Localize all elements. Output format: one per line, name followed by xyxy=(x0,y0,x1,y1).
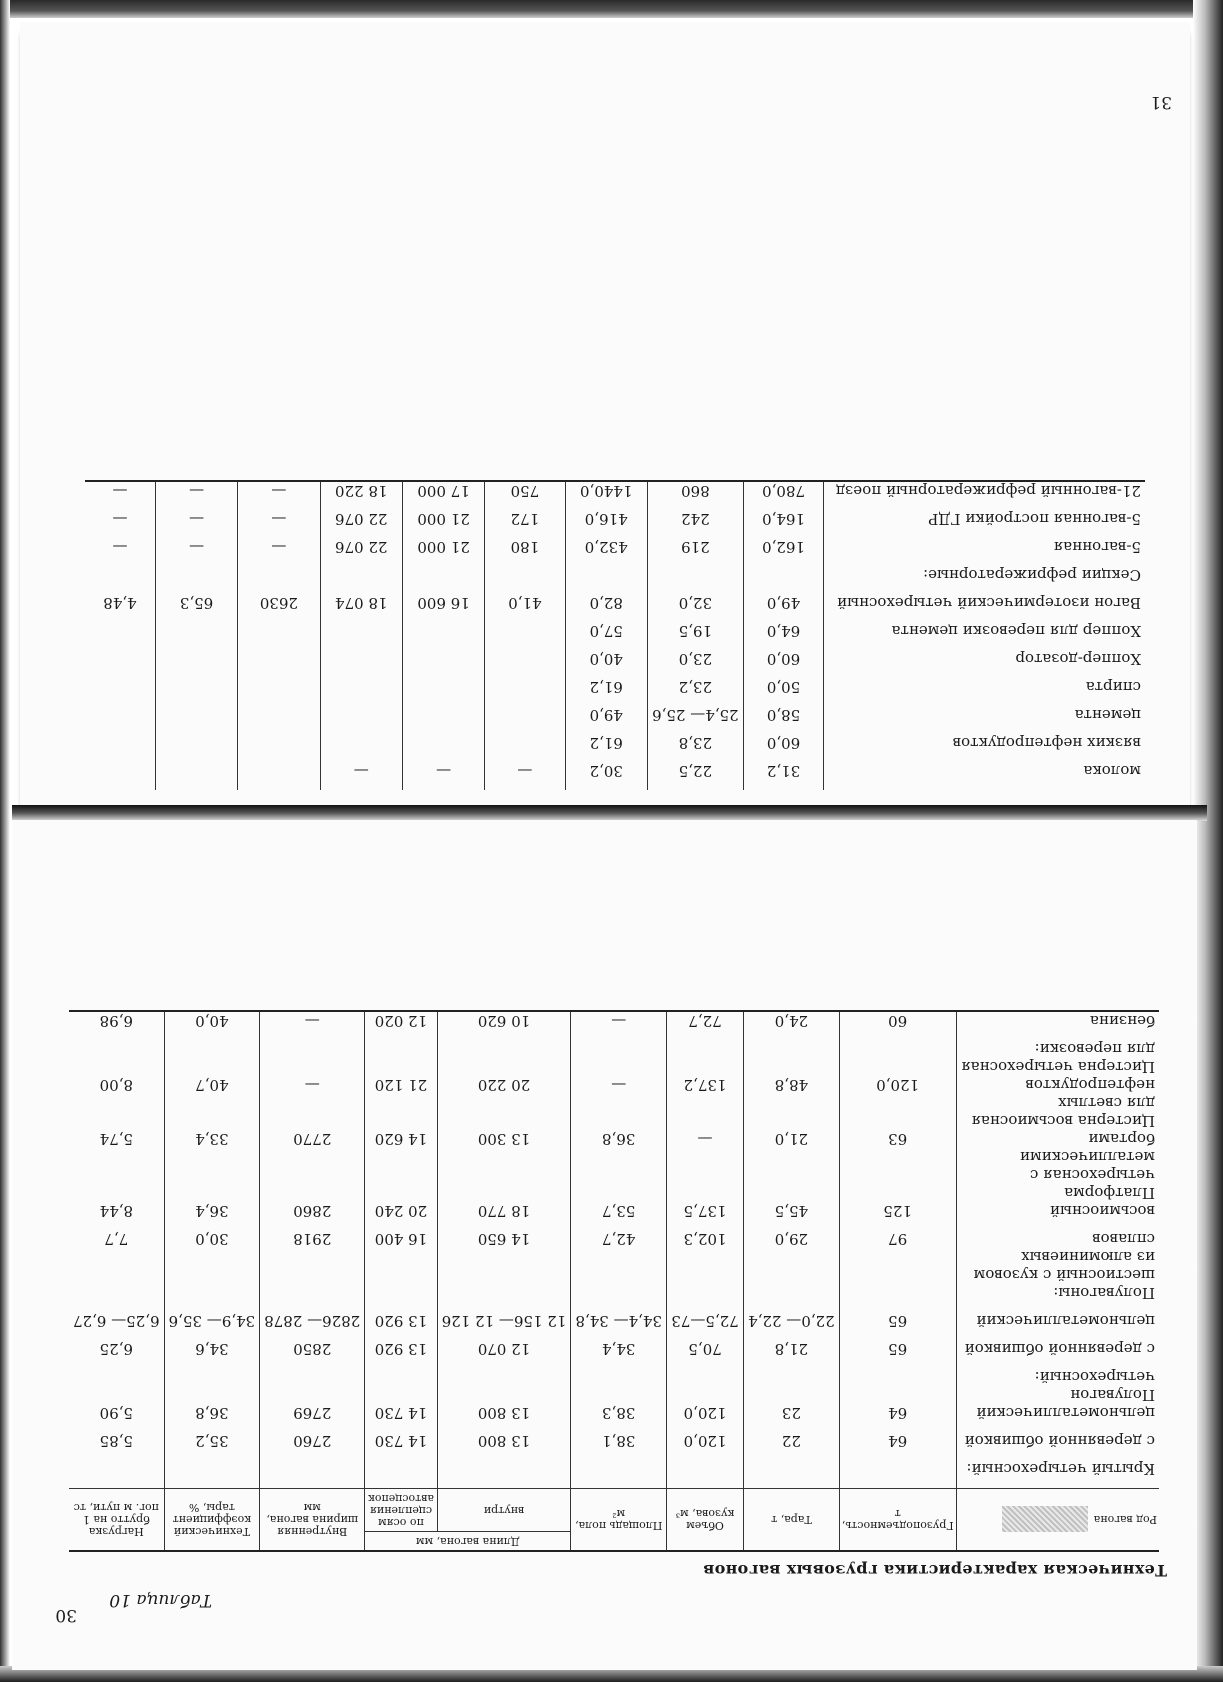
cell-inner: 18 770 xyxy=(437,1202,571,1230)
cell-load xyxy=(85,650,155,678)
cell-name: Цистерна восьмиосная для светлых нефтепродуктов xyxy=(971,1076,1155,1130)
cell-vol: 30,2 xyxy=(565,762,647,790)
cell-cap: 780,0 xyxy=(743,481,823,510)
cell-coef xyxy=(155,650,237,678)
cell-inner: 17 000 xyxy=(402,481,484,510)
cell-coef xyxy=(164,1040,260,1076)
scan-edge-top xyxy=(0,0,1223,18)
cell-load: 5,90 xyxy=(69,1404,164,1432)
cell-inner: 13 300 xyxy=(437,1130,571,1202)
table-row xyxy=(85,762,1145,790)
cell-name: шестиосный с кузовом из алюминиевых сплавов xyxy=(973,1230,1155,1284)
cell-coef xyxy=(155,566,237,594)
cell-coupl: — xyxy=(320,762,402,790)
cell-coupl xyxy=(320,622,402,650)
cell-load: 6,25 xyxy=(69,1340,164,1368)
cell-tare: 48,8 xyxy=(744,1076,840,1130)
cell-width: — xyxy=(238,510,320,538)
table-row xyxy=(69,1460,1159,1489)
cell-width: 2850 xyxy=(260,1340,365,1368)
cell-area xyxy=(485,650,565,678)
cell-area xyxy=(485,734,565,762)
cell-coef: 65,3 xyxy=(155,594,237,622)
cell-tare: 23 xyxy=(744,1404,840,1432)
table-label: Таблица 10 xyxy=(109,1590,212,1610)
cell-area: 38,1 xyxy=(571,1432,667,1460)
cell-name: Вагон изотермический четырехосный xyxy=(837,594,1141,612)
cell-vol: 72,5—73 xyxy=(666,1312,743,1340)
cell-coef: — xyxy=(155,538,237,566)
table-row xyxy=(85,706,1145,734)
table-continuation xyxy=(85,480,1145,790)
cell-inner xyxy=(402,734,484,762)
cell-tare xyxy=(744,1284,840,1312)
cell-cap: 64 xyxy=(839,1432,956,1460)
cell-cap: 65 xyxy=(839,1340,956,1368)
table-row xyxy=(85,678,1145,706)
table-main-body xyxy=(69,1011,1159,1489)
header-width: Внутренняя ширина вагона, мм xyxy=(260,1489,365,1552)
cell-cap: 120,0 xyxy=(839,1076,956,1130)
cell-cap: 58,0 xyxy=(743,706,823,734)
cell-vol xyxy=(666,1284,743,1312)
cell-tare: 21,0 xyxy=(744,1130,840,1202)
cell-area xyxy=(571,1284,667,1312)
cell-inner: 13 800 xyxy=(437,1404,571,1432)
cell-name: Платформа четырехосная с металлическими бортами xyxy=(1019,1130,1155,1202)
cell-cap: 64 xyxy=(839,1404,956,1432)
cell-load xyxy=(69,1460,164,1489)
cell-load: — xyxy=(85,538,155,566)
cell-vol xyxy=(565,566,647,594)
cell-cap xyxy=(839,1040,956,1076)
cell-name: с деревянной обшивкой xyxy=(964,1340,1155,1358)
cell-width xyxy=(260,1368,365,1404)
scan-edge-left xyxy=(0,0,10,1682)
cell-width xyxy=(238,706,320,734)
cell-cap: 65 xyxy=(839,1312,956,1340)
cell-load: 4,48 xyxy=(85,594,155,622)
cell-vol xyxy=(666,1040,743,1076)
page-30-content xyxy=(12,820,1197,1670)
cell-tare: 242 xyxy=(647,510,743,538)
cell-vol: 82,0 xyxy=(565,594,647,622)
cell-name: Хоппер для перевозки цемента xyxy=(891,622,1141,640)
cell-area xyxy=(571,1460,667,1489)
header-length-couplers: по осям сцепления автосцепок xyxy=(365,1489,437,1532)
cell-tare xyxy=(744,1460,840,1489)
table-row xyxy=(69,1284,1159,1312)
scan-edge-right xyxy=(1193,0,1223,1682)
cell-inner xyxy=(437,1368,571,1404)
table-row xyxy=(85,538,1145,566)
cell-load: 6,25— 6,27 xyxy=(69,1312,164,1340)
cell-area: 41,0 xyxy=(485,594,565,622)
cell-vol: 49,0 xyxy=(565,706,647,734)
cell-coef: 40,7 xyxy=(164,1076,260,1130)
cell-vol: 61,2 xyxy=(565,678,647,706)
cell-coupl: 13 920 xyxy=(365,1340,437,1368)
table-row xyxy=(69,1130,1159,1202)
cell-name: Полувагоны: xyxy=(1053,1284,1155,1302)
table-row xyxy=(85,594,1145,622)
cell-load xyxy=(85,678,155,706)
cell-cap xyxy=(743,566,823,594)
cell-area: 38,3 xyxy=(571,1404,667,1432)
cell-width xyxy=(238,762,320,790)
cell-width xyxy=(260,1040,365,1076)
cell-width xyxy=(238,650,320,678)
cell-area: 36,8 xyxy=(571,1130,667,1202)
cell-coupl xyxy=(365,1368,437,1404)
cell-cap: 164,0 xyxy=(743,510,823,538)
table-row xyxy=(85,622,1145,650)
cell-coef xyxy=(164,1368,260,1404)
table-row xyxy=(69,1340,1159,1368)
cell-tare: 45,5 xyxy=(744,1202,840,1230)
table-row xyxy=(69,1312,1159,1340)
cell-width: 2630 xyxy=(238,594,320,622)
cell-area: 172 xyxy=(485,510,565,538)
cell-coupl: 14 730 xyxy=(365,1432,437,1460)
cell-width xyxy=(260,1284,365,1312)
cell-width: 2760 xyxy=(260,1432,365,1460)
cell-tare: 24,0 xyxy=(744,1011,840,1040)
cell-width xyxy=(238,678,320,706)
cell-coef xyxy=(155,762,237,790)
cell-width xyxy=(238,622,320,650)
cell-area xyxy=(485,566,565,594)
cell-coupl: 20 240 xyxy=(365,1202,437,1230)
table-title: Техническая характеристика грузовых вагонов xyxy=(702,1561,1167,1580)
cell-coef xyxy=(164,1460,260,1489)
cell-name: молока xyxy=(1083,762,1141,780)
cell-name: спирта xyxy=(1085,678,1141,696)
cell-coupl xyxy=(365,1040,437,1076)
cell-coupl: 22 076 xyxy=(320,538,402,566)
table-row xyxy=(69,1011,1159,1040)
cell-load xyxy=(85,762,155,790)
cell-load: 7,7 xyxy=(69,1230,164,1284)
cell-area: 34,4— 34,8 xyxy=(571,1312,667,1340)
cell-inner xyxy=(437,1284,571,1312)
cell-cap xyxy=(839,1284,956,1312)
cell-inner: 14 650 xyxy=(437,1230,571,1284)
cell-vol: 137,5 xyxy=(666,1202,743,1230)
cell-vol: 432,0 xyxy=(565,538,647,566)
header-length-group: Длина вагона, мм xyxy=(365,1532,571,1552)
page-number-30: 30 xyxy=(55,1605,77,1625)
cell-name: восьмиосный xyxy=(1049,1202,1155,1220)
cell-coupl: 21 120 xyxy=(365,1076,437,1130)
cell-area xyxy=(571,1368,667,1404)
cell-name: вязких нефтепродуктов xyxy=(952,734,1141,752)
cell-coupl: 16 400 xyxy=(365,1230,437,1284)
cell-coupl: 14 730 xyxy=(365,1404,437,1432)
cell-name: цемента xyxy=(1074,706,1141,724)
cell-coef: — xyxy=(155,510,237,538)
cell-area: 34,4 xyxy=(571,1340,667,1368)
cell-coef xyxy=(155,622,237,650)
cell-inner: 21 000 xyxy=(402,538,484,566)
cell-inner xyxy=(402,706,484,734)
table-continuation-body xyxy=(85,481,1145,790)
cell-coef: 35,2 xyxy=(164,1432,260,1460)
cell-coupl xyxy=(365,1460,437,1489)
cell-load xyxy=(69,1368,164,1404)
cell-load xyxy=(69,1284,164,1312)
cell-tare: 29,0 xyxy=(744,1230,840,1284)
cell-vol: 72,7 xyxy=(666,1011,743,1040)
cell-area: — xyxy=(571,1011,667,1040)
cell-width: — xyxy=(260,1076,365,1130)
cell-tare: 219 xyxy=(647,538,743,566)
cell-inner: 12 156— 12 126 xyxy=(437,1312,571,1340)
cell-inner xyxy=(402,650,484,678)
cell-cap: 31,2 xyxy=(743,762,823,790)
cell-load: — xyxy=(85,481,155,510)
cell-name: 21-вагонный рефрижераторный поезд xyxy=(835,482,1141,500)
page-number-31: 31 xyxy=(1150,92,1172,112)
header-volume: Объем кузова, м³ xyxy=(666,1489,743,1552)
cell-name: с деревянной обшивкой xyxy=(964,1432,1155,1450)
cell-vol: 137,2 xyxy=(666,1076,743,1130)
cell-vol: 1440,0 xyxy=(565,481,647,510)
cell-inner: 10 620 xyxy=(437,1011,571,1040)
cell-coupl xyxy=(320,734,402,762)
page-31-content xyxy=(20,22,1190,812)
cell-inner xyxy=(437,1040,571,1076)
table-row xyxy=(69,1432,1159,1460)
cell-area: 42,7 xyxy=(571,1230,667,1284)
cell-width: 2826— 2878 xyxy=(260,1312,365,1340)
header-length-inner: внутри xyxy=(437,1489,571,1532)
cell-load xyxy=(85,622,155,650)
table-row xyxy=(69,1202,1159,1230)
cell-tare: 25,4— 25,6 xyxy=(647,706,743,734)
cell-vol: 70,5 xyxy=(666,1340,743,1368)
cell-inner xyxy=(402,678,484,706)
cell-vol: 120,0 xyxy=(666,1404,743,1432)
cell-inner xyxy=(437,1460,571,1489)
cell-coef: 40,0 xyxy=(164,1011,260,1040)
table-row xyxy=(69,1230,1159,1284)
cell-name: Полувагон четырехосный: xyxy=(1034,1368,1155,1404)
cell-coef: 36,4 xyxy=(164,1202,260,1230)
header-type: Род вагона xyxy=(956,1489,1159,1552)
header-area: Площадь пола, м² xyxy=(571,1489,667,1552)
table-row xyxy=(85,650,1145,678)
cell-width: — xyxy=(238,538,320,566)
cell-coef: 36,8 xyxy=(164,1404,260,1432)
cell-coupl xyxy=(320,650,402,678)
cell-cap: 97 xyxy=(839,1230,956,1284)
cell-name: Хоппер-дозатор xyxy=(1015,650,1141,668)
cell-vol xyxy=(666,1460,743,1489)
cell-load: 6,98 xyxy=(69,1011,164,1040)
cell-coef xyxy=(155,678,237,706)
cell-vol: 61,2 xyxy=(565,734,647,762)
cell-area: 53,7 xyxy=(571,1202,667,1230)
cell-width: — xyxy=(260,1011,365,1040)
cell-name: Крытый четырехосный: xyxy=(966,1460,1155,1478)
cell-inner: — xyxy=(402,762,484,790)
cell-area: — xyxy=(485,762,565,790)
cell-load xyxy=(69,1040,164,1076)
table-row xyxy=(69,1076,1159,1130)
cell-coupl xyxy=(320,706,402,734)
cell-load xyxy=(85,734,155,762)
cell-tare: 23,8 xyxy=(647,734,743,762)
cell-tare xyxy=(744,1040,840,1076)
cell-coef: — xyxy=(155,481,237,510)
cell-tare: 23,2 xyxy=(647,678,743,706)
cell-coef xyxy=(155,734,237,762)
cell-cap: 64,0 xyxy=(743,622,823,650)
cell-width xyxy=(238,734,320,762)
cell-inner: 21 000 xyxy=(402,510,484,538)
cell-tare xyxy=(647,566,743,594)
cell-area xyxy=(485,678,565,706)
table-row xyxy=(69,1404,1159,1432)
table-row xyxy=(85,510,1145,538)
cell-load: 5,85 xyxy=(69,1432,164,1460)
cell-coef: 34,9— 35,6 xyxy=(164,1312,260,1340)
table-row xyxy=(85,734,1145,762)
cell-vol: 416,0 xyxy=(565,510,647,538)
cell-inner: 12 070 xyxy=(437,1340,571,1368)
cell-area xyxy=(485,622,565,650)
cell-inner xyxy=(402,622,484,650)
cell-load: 5,74 xyxy=(69,1130,164,1202)
cell-name: цельнометаллический xyxy=(976,1312,1155,1330)
cell-cap xyxy=(839,1368,956,1404)
cell-tare: 23,0 xyxy=(647,650,743,678)
cell-name: Цистерна четырехосная для перевозки: xyxy=(961,1040,1155,1076)
cell-name: Секции рефрижераторные: xyxy=(923,566,1141,584)
cell-coupl: 12 020 xyxy=(365,1011,437,1040)
cell-area: 180 xyxy=(485,538,565,566)
cell-cap: 125 xyxy=(839,1202,956,1230)
cell-cap xyxy=(839,1460,956,1489)
table-row xyxy=(69,1040,1159,1076)
cell-vol: 120,0 xyxy=(666,1432,743,1460)
cell-area: 750 xyxy=(485,481,565,510)
cell-area xyxy=(571,1040,667,1076)
cell-vol: 40,0 xyxy=(565,650,647,678)
page-31 xyxy=(20,22,1190,812)
page-30 xyxy=(12,820,1197,1670)
library-stamp xyxy=(1002,1507,1088,1533)
cell-coef: 34,6 xyxy=(164,1340,260,1368)
cell-tare: 22,0— 22,4 xyxy=(744,1312,840,1340)
cell-vol: 57,0 xyxy=(565,622,647,650)
cell-width: 2860 xyxy=(260,1202,365,1230)
cell-area xyxy=(485,706,565,734)
cell-cap: 60,0 xyxy=(743,650,823,678)
cell-tare xyxy=(744,1368,840,1404)
cell-name: бензина xyxy=(1089,1012,1155,1030)
header-load: Нагрузка брутто на 1 пог. м пути, тс xyxy=(69,1489,164,1552)
cell-cap: 162,0 xyxy=(743,538,823,566)
cell-cap: 49,0 xyxy=(743,594,823,622)
cell-tare: 860 xyxy=(647,481,743,510)
cell-coupl: 22 076 xyxy=(320,510,402,538)
cell-width xyxy=(238,566,320,594)
table-header xyxy=(69,1489,1159,1552)
cell-inner: 13 800 xyxy=(437,1432,571,1460)
cell-cap: 63 xyxy=(839,1130,956,1202)
cell-load: — xyxy=(85,510,155,538)
cell-width: 2769 xyxy=(260,1404,365,1432)
cell-tare: 21,8 xyxy=(744,1340,840,1368)
cell-coupl xyxy=(320,678,402,706)
cell-load xyxy=(85,566,155,594)
cell-tare: 19,5 xyxy=(647,622,743,650)
cell-coef: 33,4 xyxy=(164,1130,260,1202)
cell-tare: 22,5 xyxy=(647,762,743,790)
cell-cap: 50,0 xyxy=(743,678,823,706)
cell-vol: — xyxy=(666,1130,743,1202)
cell-width: 2918 xyxy=(260,1230,365,1284)
cell-width: 2770 xyxy=(260,1130,365,1202)
cell-tare: 32,0 xyxy=(647,594,743,622)
cell-area: — xyxy=(571,1076,667,1130)
cell-load xyxy=(85,706,155,734)
cell-tare: 22 xyxy=(744,1432,840,1460)
cell-inner: 16 600 xyxy=(402,594,484,622)
cell-coupl xyxy=(320,566,402,594)
cell-width xyxy=(260,1460,365,1489)
cell-coupl: 13 920 xyxy=(365,1312,437,1340)
cell-vol xyxy=(666,1368,743,1404)
cell-load: 8,00 xyxy=(69,1076,164,1130)
cell-width: — xyxy=(238,481,320,510)
cell-name: 5-вагонная xyxy=(1053,538,1141,556)
header-tare: Тара, т xyxy=(744,1489,840,1552)
cell-vol: 102,3 xyxy=(666,1230,743,1284)
cell-name: цельнометаллический xyxy=(976,1404,1155,1422)
cell-coef: 30,0 xyxy=(164,1230,260,1284)
cell-cap: 60,0 xyxy=(743,734,823,762)
cell-cap: 60 xyxy=(839,1011,956,1040)
cell-inner: 20 220 xyxy=(437,1076,571,1130)
cell-coupl: 18 074 xyxy=(320,594,402,622)
table-row xyxy=(69,1368,1159,1404)
header-tare-coef: Технический коэффициент тары, % xyxy=(164,1489,260,1552)
table-row xyxy=(85,481,1145,510)
cell-coupl: 14 620 xyxy=(365,1130,437,1202)
table-main xyxy=(69,1010,1159,1552)
cell-coupl xyxy=(365,1284,437,1312)
cell-name: 5-вагонная постройки ГДР xyxy=(928,510,1141,528)
cell-coef xyxy=(164,1284,260,1312)
cell-coef xyxy=(155,706,237,734)
header-capacity: Грузоподъемность, т xyxy=(839,1489,956,1552)
cell-coupl: 18 220 xyxy=(320,481,402,510)
cell-load: 8,44 xyxy=(69,1202,164,1230)
page-fold xyxy=(12,805,1207,821)
table-row xyxy=(85,566,1145,594)
cell-inner xyxy=(402,566,484,594)
